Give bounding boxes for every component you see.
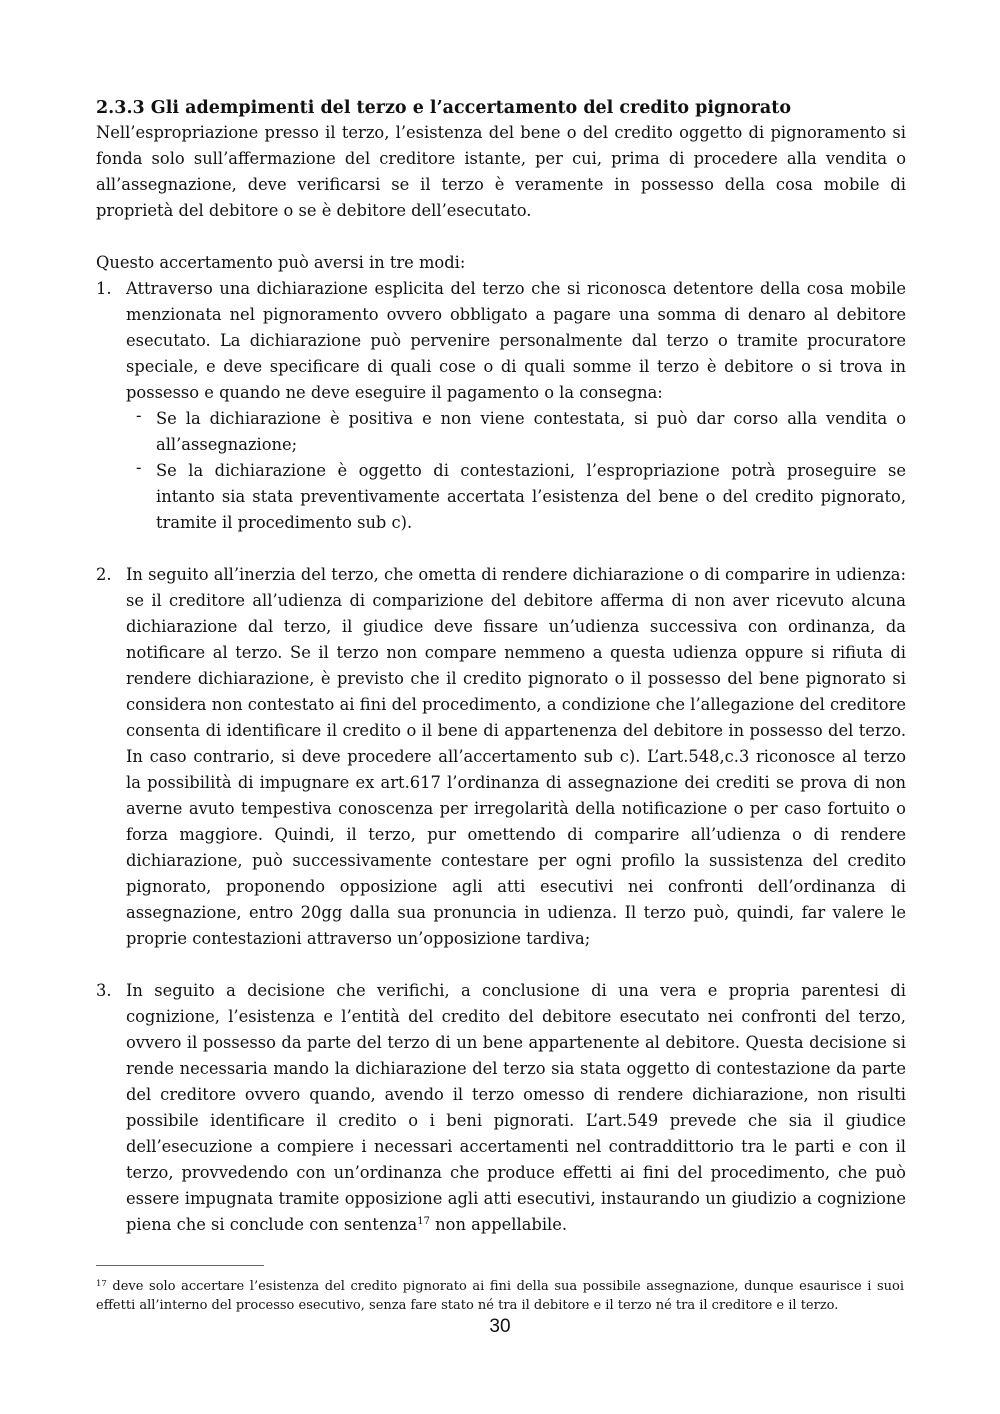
intro-paragraph: Nell’espropriazione presso il terzo, l’esistenza del bene o del credito oggetto di pignoramento si fonda solo sull’affermazione del creditore istante, per cui, prima di procedere alla vendita o all’assegnazione, deve verificarsi se il terzo è veramente in possesso della cosa mobile di proprietà del debitore o se è debitore dell’esecutato. <box>96 123 906 220</box>
footnote-divider <box>96 1265 264 1266</box>
list-item-1 <box>96 276 906 536</box>
dash-list-item-text: Se la dichiarazione è oggetto di contestazioni, l’espropriazione potrà proseguire se intanto sia stata preventivamente accertata l’esistenza del bene o del credito pignorato, tramite il procedimento sub c). <box>156 461 906 532</box>
list-item-text: Attraverso una dichiarazione esplicita del terzo che si riconosca detentore della cosa mobile menzionata nel pignoramento ovvero obbligato a pagare una somma di denaro al debitore esecutato. La dichiarazione può pervenire personalmente dal terzo o tramite procuratore speciale, e deve specificare di quali cose o di quali somme il terzo è debitore o si trova in possesso e quando ne deve eseguire il pagamento o la consegna: <box>126 279 906 402</box>
dash-bullet: - <box>136 406 142 425</box>
list-number: 2. <box>96 565 112 584</box>
page-number: 30 <box>489 1316 511 1337</box>
footnote-reference[interactable]: 17 <box>417 1216 430 1227</box>
dash-list <box>126 406 906 536</box>
dash-list-item <box>126 458 906 536</box>
dash-list-item-text: Se la dichiarazione è positiva e non viene contestata, si può dar corso alla vendita o all’assegnazione; <box>156 409 906 454</box>
dash-list-item <box>126 406 906 458</box>
list-number: 1. <box>96 279 112 298</box>
list-spacer <box>96 536 906 562</box>
dash-bullet: - <box>136 458 142 477</box>
numbered-list <box>96 276 906 1238</box>
list-item-2 <box>96 562 906 952</box>
list-spacer <box>96 952 906 978</box>
footnote-mark: 17 <box>96 1279 107 1289</box>
main-content <box>96 96 906 1238</box>
footnote <box>96 1277 904 1315</box>
list-item-text-end: non appellabile. <box>429 1215 568 1234</box>
list-item-text: In seguito a decisione che verifichi, a conclusione di una vera e propria parentesi di cognizione, l’esistenza e l’entità del credito del debitore esecutato nei confronti del terzo, ovvero il possesso da parte del terzo di un bene appartenente al debitore. Questa decisione si rende necessaria mando la dichiarazione del terzo sia stata oggetto di contestazione da parte del creditore ovvero quando, avendo il terzo omesso di rendere dichiarazione, non risulti possibile identificare il credito o i beni pignorati. L’art.549 prevede che sia il giudice dell’esecuzione a compiere i necessari accertamenti nel contraddittorio tra le parti e con il terzo, provvedendo con un’ordinanza che produce effetti ai fini del procedimento, che può essere impugnata tramite opposizione agli atti esecutivi, instaurando un giudizio a cognizione piena che si conclude con sentenza <box>126 981 906 1234</box>
lead-sentence: Questo accertamento può aversi in tre modi: <box>96 253 466 272</box>
paragraph-spacer <box>96 224 906 250</box>
list-item-3 <box>96 978 906 1238</box>
list-number: 3. <box>96 981 112 1000</box>
section-heading: 2.3.3 Gli adempimenti del terzo e l’accertamento del credito pignorato <box>96 98 792 118</box>
footnote-text: deve solo accertare l’esistenza del credito pignorato ai fini della sua possibile assegnazione, dunque esaurisce i suoi effetti all’interno del processo esecutivo, senza fare stato né tra il debitore e il terzo né tra il creditore e il terzo. <box>96 1279 904 1313</box>
list-item-text: In seguito all’inerzia del terzo, che ometta di rendere dichiarazione o di comparire in udienza: se il creditore all’udienza di comparizione del debitore afferma di non aver ricevuto alcuna dichiarazione dal terzo, il giudice deve fissare un’udienza successiva con ordinanza, da notificare al terzo. Se il terzo non compare nemmeno a questa udienza oppure si rifiuta di rendere dichiarazione, è previsto che il credito pignorato o il possesso del bene pignorato si considera non contestato ai fini del procedimento, a condizione che l’allegazione del creditore consenta di identificare il credito o il bene di appartenenza del debitore in possesso del terzo. In caso contrario, si deve procedere all’accertamento sub c). L’art.548,c.3 riconosce al terzo la possibilità di impugnare ex art.617 l’ordinanza di assegnazione dei crediti se prova di non averne avuto tempestiva conoscenza per irregolarità della notificazione o per caso fortuito o forza maggiore. Quindi, il terzo, pur omettendo di comparire all’udienza o di rendere dichiarazione, può successivamente contestare per ogni profilo la sussistenza del credito pignorato, proponendo opposizione agli atti esecutivi nei confronti dell’ordinanza di assegnazione, entro 20gg dalla sua pronuncia in udienza. Il terzo può, quindi, far valere le proprie contestazioni attraverso un’opposizione tardiva; <box>126 565 906 948</box>
